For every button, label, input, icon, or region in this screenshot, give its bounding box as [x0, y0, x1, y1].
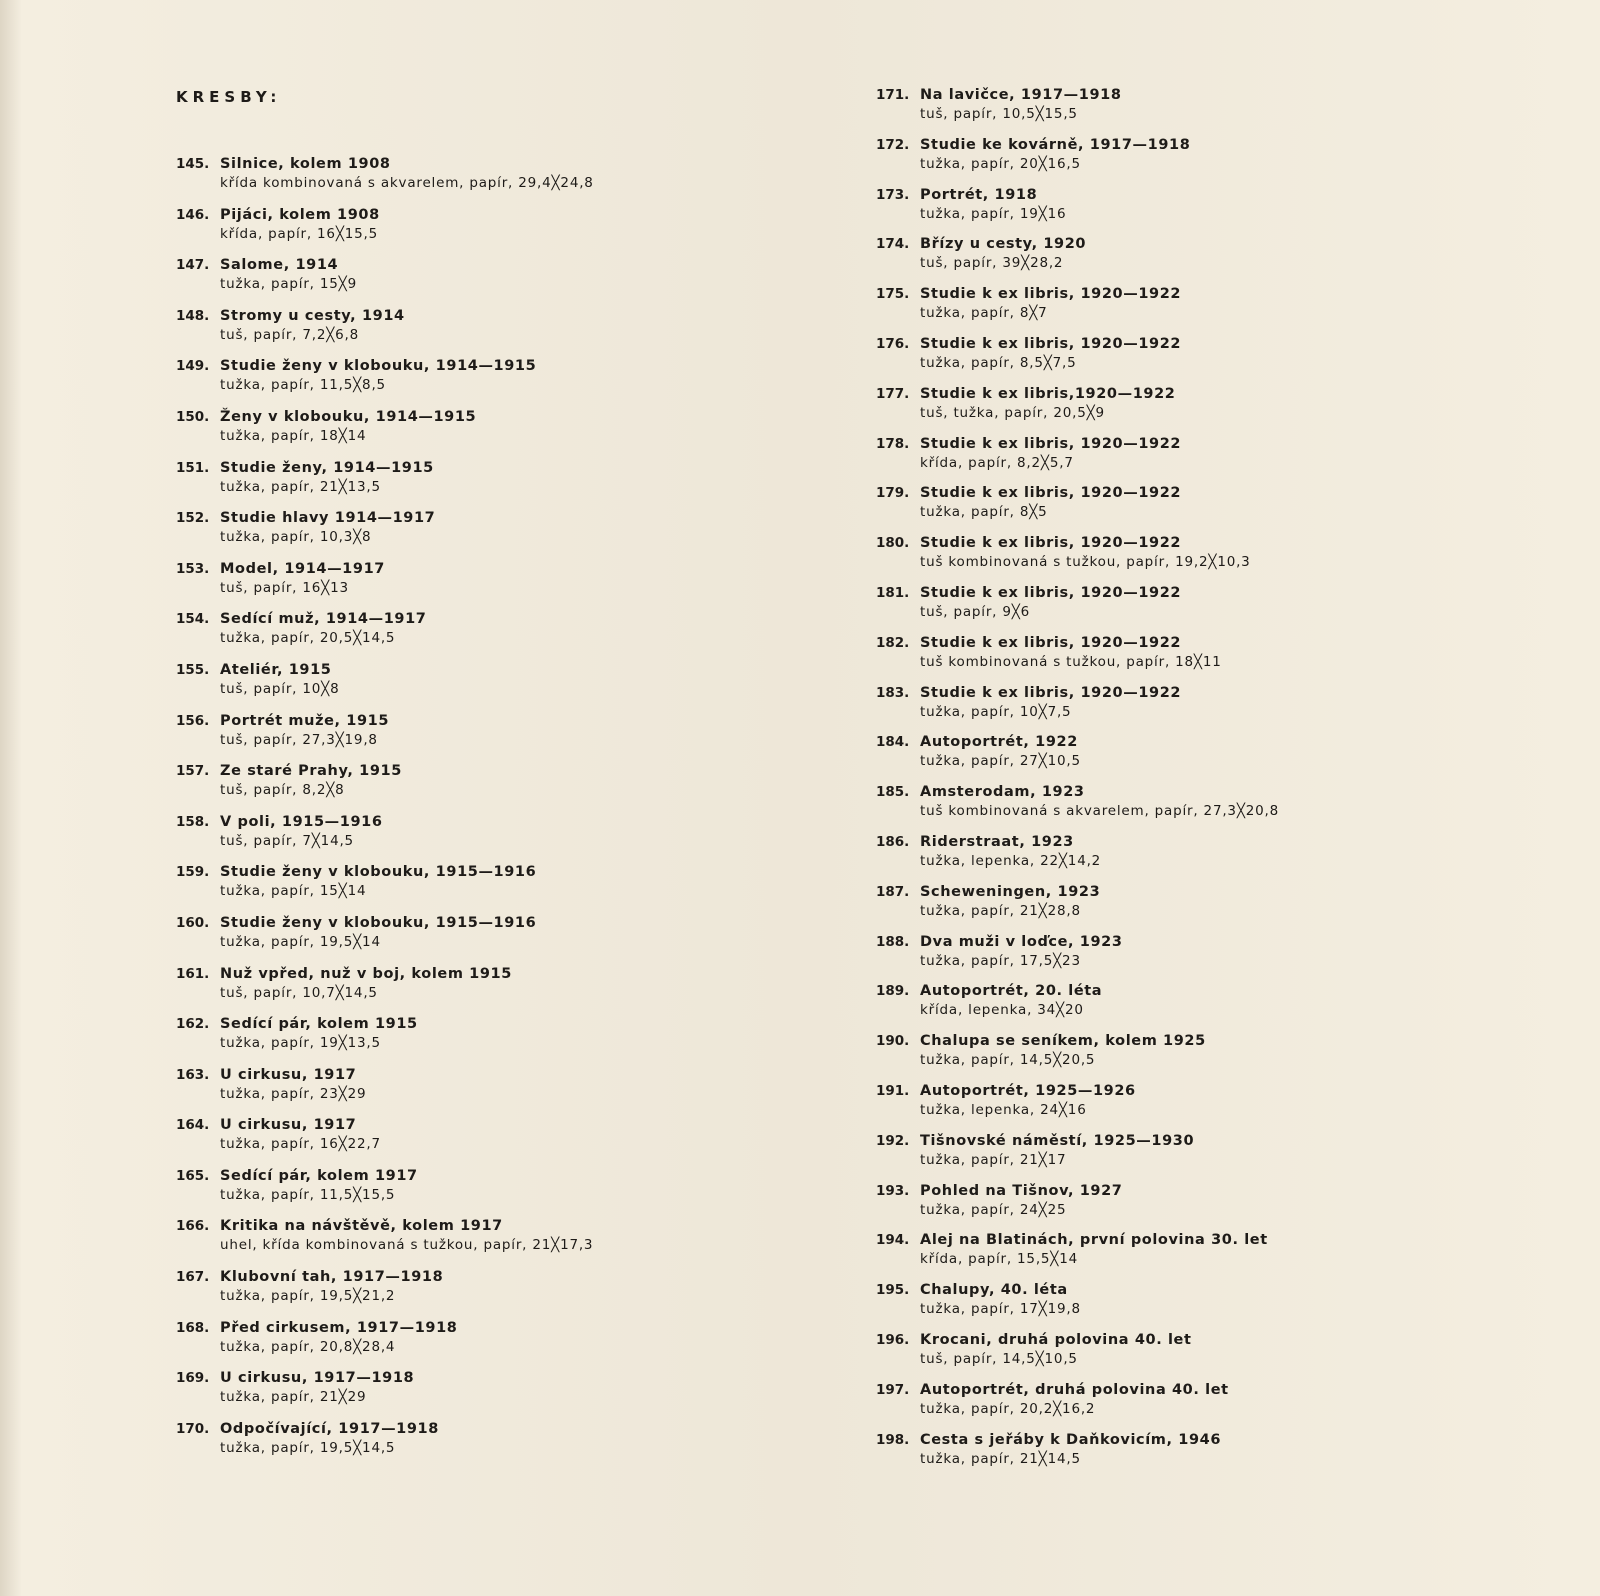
entry-description: tužka, papír, 20,2╳16,2: [920, 1400, 1096, 1417]
entry-number: 147.: [176, 257, 210, 274]
entry-title: Alej na Blatinách, první polovina 30. let: [920, 1232, 1268, 1249]
entry-description: tuš, papír, 10,7╳14,5: [220, 984, 378, 1001]
entry-number: 151.: [176, 459, 210, 476]
entry-description: tuš, papír, 9╳6: [920, 603, 1031, 620]
entry-number: 198.: [876, 1431, 910, 1448]
entry-title: Silnice, kolem 1908: [220, 156, 391, 172]
catalog-entry: [876, 435, 1436, 485]
catalog-entry: [176, 661, 736, 712]
entry-description: tuš, papír, 10,5╳15,5: [920, 106, 1078, 122]
entry-number: 192.: [876, 1132, 910, 1149]
entry-description: tuš, papír, 14,5╳10,5: [920, 1350, 1078, 1367]
catalog-entry: [876, 1331, 1436, 1381]
entry-title: Model, 1914—1917: [220, 560, 385, 577]
entry-number: 148.: [176, 307, 210, 324]
right-column: [876, 86, 1436, 1480]
entry-description: tužka, papír, 23╳29: [220, 1085, 367, 1102]
entry-description: tužka, papír, 19╳16: [920, 205, 1067, 222]
entry-title: U cirkusu, 1917: [220, 1117, 357, 1134]
entry-title: Studie ženy v klobouku, 1915—1916: [220, 914, 537, 931]
entry-title: Riderstraat, 1923: [920, 833, 1074, 850]
entry-description: tužka, papír, 20,5╳14,5: [220, 630, 396, 647]
entry-title: Studie ženy v klobouku, 1914—1915: [220, 358, 537, 375]
entry-title: Klubovní tah, 1917—1918: [220, 1269, 444, 1286]
catalog-entry: [876, 933, 1436, 983]
entry-title: Dva muži v loďce, 1923: [920, 933, 1123, 950]
entry-number: 177.: [876, 385, 910, 402]
entry-title: Krocani, druhá polovina 40. let: [920, 1331, 1192, 1348]
catalog-entry: [176, 863, 736, 914]
entry-description: křída, lepenka, 34╳20: [920, 1002, 1084, 1019]
catalog-entry: [876, 634, 1436, 684]
entry-number: 173.: [876, 186, 910, 203]
catalog-entry: [176, 1369, 736, 1420]
entry-description: tuš kombinovaná s tužkou, papír, 18╳11: [920, 653, 1222, 670]
catalog-entry: [176, 1167, 736, 1218]
entry-description: tužka, papír, 19,5╳14: [220, 933, 381, 950]
entry-description: tužka, papír, 17╳19,8: [920, 1301, 1081, 1318]
entry-title: Autoportrét, 20. léta: [920, 983, 1103, 1000]
entry-description: tužka, papír, 16╳22,7: [220, 1136, 381, 1153]
entry-description: tuš, papír, 8,2╳8: [220, 782, 345, 799]
entry-description: tužka, papír, 10,3╳8: [220, 529, 372, 546]
entry-title: Na lavičce, 1917—1918: [920, 87, 1122, 103]
catalog-entry: [176, 914, 736, 965]
entry-number: 158.: [176, 813, 210, 830]
entry-number: 154.: [176, 611, 210, 628]
entry-description: křída, papír, 15,5╳14: [920, 1251, 1079, 1268]
entry-description: tuš, papír, 7╳14,5: [220, 832, 354, 849]
entry-title: Studie k ex libris, 1920—1922: [920, 584, 1182, 601]
entry-title: Studie k ex libris, 1920—1922: [920, 435, 1182, 452]
entry-number: 197.: [876, 1381, 910, 1398]
entry-title: Autoportrét, druhá polovina 40. let: [920, 1381, 1229, 1398]
entry-number: 174.: [876, 236, 910, 253]
entry-description: tužka, papír, 8,5╳7,5: [920, 354, 1077, 371]
entry-description: tužka, papír, 21╳17: [920, 1151, 1067, 1168]
catalog-entry: [176, 1268, 736, 1319]
entry-title: Studie k ex libris, 1920—1922: [920, 684, 1182, 701]
entry-title: V poli, 1915—1916: [220, 813, 383, 830]
entry-number: 190.: [876, 1033, 910, 1050]
entry-title: Portrét, 1918: [920, 186, 1038, 203]
entry-title: Chalupa se seníkem, kolem 1925: [920, 1033, 1206, 1050]
catalog-entry: [876, 285, 1436, 335]
catalog-entry: [876, 1231, 1436, 1281]
catalog-entry: [876, 385, 1436, 435]
entry-description: tužka, papír, 10╳7,5: [920, 703, 1072, 720]
entry-title: Scheweningen, 1923: [920, 883, 1101, 900]
entry-number: 195.: [876, 1282, 910, 1299]
catalog-entry: [176, 1420, 736, 1471]
entry-description: tužka, lepenka, 22╳14,2: [920, 852, 1102, 869]
catalog-entry: [176, 256, 736, 307]
entry-title: Ženy v klobouku, 1914—1915: [220, 408, 477, 425]
entry-title: Studie k ex libris, 1920—1922: [920, 535, 1182, 552]
entry-number: 188.: [876, 933, 910, 950]
entry-title: Tišnovské náměstí, 1925—1930: [920, 1132, 1195, 1149]
entry-description: uhel, křída kombinovaná s tužkou, papír, 21╳17,3: [220, 1237, 594, 1254]
catalog-entry: [876, 136, 1436, 186]
entry-description: tužka, papír, 27╳10,5: [920, 753, 1081, 770]
entry-description: tužka, papír, 8╳7: [920, 305, 1048, 322]
catalog-entry: [876, 1431, 1436, 1481]
catalog-entry: [876, 86, 1436, 136]
entry-number: 170.: [176, 1420, 210, 1437]
catalog-entry: [176, 1066, 736, 1117]
entry-number: 167.: [176, 1269, 210, 1286]
entry-number: 181.: [876, 584, 910, 601]
entry-title: U cirkusu, 1917: [220, 1066, 357, 1083]
entry-title: Studie k ex libris, 1920—1922: [920, 286, 1182, 303]
entry-title: Pohled na Tišnov, 1927: [920, 1182, 1123, 1199]
entry-description: tužka, papír, 19,5╳14,5: [220, 1439, 396, 1456]
entry-title: Studie k ex libris, 1920—1922: [920, 485, 1182, 502]
catalog-entry: [876, 982, 1436, 1032]
entry-number: 156.: [176, 712, 210, 729]
page-edge-shadow: [0, 0, 22, 1596]
entry-number: 183.: [876, 684, 910, 701]
catalog-entry: [876, 186, 1436, 236]
catalog-entry: [876, 584, 1436, 634]
catalog-entry: [176, 206, 736, 257]
entry-description: tužka, papír, 21╳13,5: [220, 478, 381, 495]
entry-description: tužka, papír, 20,8╳28,4: [220, 1338, 396, 1355]
entry-number: 186.: [876, 833, 910, 850]
catalog-entry: [876, 1281, 1436, 1331]
catalog-entry: [876, 335, 1436, 385]
entry-number: 194.: [876, 1232, 910, 1249]
entry-description: tuš kombinovaná s tužkou, papír, 19,2╳10,3: [920, 554, 1251, 571]
entry-title: Odpočívající, 1917—1918: [220, 1420, 439, 1437]
left-column: [176, 155, 736, 1470]
entry-number: 160.: [176, 914, 210, 931]
entry-description: křída, papír, 8,2╳5,7: [920, 454, 1074, 471]
entry-description: křída kombinovaná s akvarelem, papír, 29,4╳24,8: [220, 175, 594, 191]
entry-number: 187.: [876, 883, 910, 900]
section-heading: KRESBY:: [176, 88, 282, 106]
entry-number: 152.: [176, 510, 210, 527]
entry-number: 171.: [876, 87, 910, 103]
catalog-entry: [876, 1032, 1436, 1082]
catalog-entry: [876, 783, 1436, 833]
catalog-entry: [876, 1082, 1436, 1132]
entry-description: tuš, papír, 27,3╳19,8: [220, 731, 378, 748]
entry-number: 145.: [176, 156, 210, 172]
catalog-entry: [876, 733, 1436, 783]
entry-title: Sedící pár, kolem 1917: [220, 1167, 418, 1184]
entry-description: tužka, papír, 8╳5: [920, 504, 1048, 521]
entry-number: 180.: [876, 535, 910, 552]
entry-number: 172.: [876, 136, 910, 153]
entry-number: 179.: [876, 485, 910, 502]
catalog-entry: [176, 357, 736, 408]
entry-title: Chalupy, 40. léta: [920, 1282, 1068, 1299]
entry-title: Studie hlavy 1914—1917: [220, 510, 436, 527]
entry-number: 162.: [176, 1016, 210, 1033]
entry-description: tužka, papír, 21╳29: [220, 1389, 367, 1406]
entry-number: 168.: [176, 1319, 210, 1336]
entry-description: tužka, papír, 17,5╳23: [920, 952, 1081, 969]
catalog-entry: [876, 833, 1436, 883]
entry-title: Amsterodam, 1923: [920, 784, 1085, 801]
entry-description: tužka, papír, 15╳9: [220, 276, 357, 293]
catalog-entry: [176, 459, 736, 510]
catalog-entry: [876, 883, 1436, 933]
entry-number: 169.: [176, 1370, 210, 1387]
entry-title: Ateliér, 1915: [220, 661, 332, 678]
catalog-entry: [176, 762, 736, 813]
catalog-entry: [876, 1182, 1436, 1232]
entry-number: 161.: [176, 965, 210, 982]
catalog-entry: [176, 813, 736, 864]
entry-title: U cirkusu, 1917—1918: [220, 1370, 415, 1387]
entry-number: 149.: [176, 358, 210, 375]
entry-number: 184.: [876, 734, 910, 751]
entry-title: Stromy u cesty, 1914: [220, 307, 405, 324]
entry-title: Studie k ex libris, 1920—1922: [920, 634, 1182, 651]
entry-title: Kritika na návštěvě, kolem 1917: [220, 1218, 503, 1235]
entry-description: tuš kombinovaná s akvarelem, papír, 27,3╳20,8: [920, 803, 1280, 820]
catalog-entry: [876, 684, 1436, 734]
entry-title: Ze staré Prahy, 1915: [220, 763, 402, 780]
entry-description: tužka, papír, 14,5╳20,5: [920, 1052, 1096, 1069]
entry-title: Cesta s jeřáby k Daňkovicím, 1946: [920, 1431, 1222, 1448]
entry-number: 146.: [176, 206, 210, 223]
entry-description: tuš, papír, 7,2╳6,8: [220, 326, 360, 343]
catalog-entry: [176, 560, 736, 611]
entry-number: 159.: [176, 864, 210, 881]
entry-description: tužka, papír, 19╳13,5: [220, 1035, 381, 1052]
entry-title: Studie ženy v klobouku, 1915—1916: [220, 864, 537, 881]
entry-title: Studie k ex libris,1920—1922: [920, 385, 1176, 402]
entry-number: 153.: [176, 560, 210, 577]
entry-number: 155.: [176, 661, 210, 678]
catalog-entry: [876, 484, 1436, 534]
catalog-entry: [176, 610, 736, 661]
catalog-entry: [876, 534, 1436, 584]
catalog-entry: [176, 155, 736, 206]
entry-description: tužka, papír, 20╳16,5: [920, 155, 1081, 172]
catalog-entry: [176, 1217, 736, 1268]
entry-title: Břízy u cesty, 1920: [920, 236, 1087, 253]
entry-description: tužka, papír, 19,5╳21,2: [220, 1288, 396, 1305]
entry-description: tužka, papír, 15╳14: [220, 883, 367, 900]
entry-title: Studie ženy, 1914—1915: [220, 459, 434, 476]
entry-title: Studie ke kovárně, 1917—1918: [920, 136, 1191, 153]
entry-title: Nuž vpřed, nuž v boj, kolem 1915: [220, 965, 512, 982]
entry-number: 163.: [176, 1066, 210, 1083]
catalog-entry: [176, 1319, 736, 1370]
entry-title: Sedící muž, 1914—1917: [220, 611, 427, 628]
catalog-entry: [176, 965, 736, 1016]
entry-title: Autoportrét, 1922: [920, 734, 1078, 751]
catalog-entry: [876, 235, 1436, 285]
entry-title: Studie k ex libris, 1920—1922: [920, 335, 1182, 352]
entry-description: tužka, papír, 18╳14: [220, 427, 367, 444]
entry-description: tužka, lepenka, 24╳16: [920, 1101, 1087, 1118]
entry-description: křída, papír, 16╳15,5: [220, 225, 379, 242]
entry-description: tužka, papír, 11,5╳15,5: [220, 1186, 396, 1203]
entry-description: tužka, papír, 11,5╳8,5: [220, 377, 386, 394]
entry-number: 182.: [876, 634, 910, 651]
entry-description: tuš, tužka, papír, 20,5╳9: [920, 404, 1105, 421]
catalog-entry: [176, 1015, 736, 1066]
entry-number: 164.: [176, 1117, 210, 1134]
entry-number: 193.: [876, 1182, 910, 1199]
entry-number: 196.: [876, 1331, 910, 1348]
entry-number: 166.: [176, 1218, 210, 1235]
entry-number: 185.: [876, 784, 910, 801]
entry-title: Před cirkusem, 1917—1918: [220, 1319, 458, 1336]
entry-description: tužka, papír, 24╳25: [920, 1201, 1067, 1218]
catalog-entry: [876, 1132, 1436, 1182]
entry-title: Salome, 1914: [220, 257, 339, 274]
entry-number: 150.: [176, 408, 210, 425]
entry-number: 178.: [876, 435, 910, 452]
entry-description: tuš, papír, 10╳8: [220, 680, 340, 697]
entry-number: 165.: [176, 1167, 210, 1184]
entry-title: Pijáci, kolem 1908: [220, 206, 380, 223]
catalog-entry: [176, 307, 736, 358]
entry-number: 175.: [876, 286, 910, 303]
entry-description: tuš, papír, 16╳13: [220, 579, 349, 596]
catalog-entry: [176, 1116, 736, 1167]
entry-title: Portrét muže, 1915: [220, 712, 390, 729]
entry-number: 189.: [876, 983, 910, 1000]
entry-title: Autoportrét, 1925—1926: [920, 1082, 1136, 1099]
entry-description: tužka, papír, 21╳14,5: [920, 1450, 1081, 1467]
entry-description: tužka, papír, 21╳28,8: [920, 902, 1081, 919]
catalog-entry: [176, 408, 736, 459]
entry-number: 157.: [176, 763, 210, 780]
catalog-entry: [876, 1381, 1436, 1431]
catalog-entry: [176, 712, 736, 763]
entry-title: Sedící pár, kolem 1915: [220, 1016, 418, 1033]
catalog-entry: [176, 509, 736, 560]
entry-number: 191.: [876, 1082, 910, 1099]
entry-number: 176.: [876, 335, 910, 352]
entry-description: tuš, papír, 39╳28,2: [920, 255, 1064, 272]
